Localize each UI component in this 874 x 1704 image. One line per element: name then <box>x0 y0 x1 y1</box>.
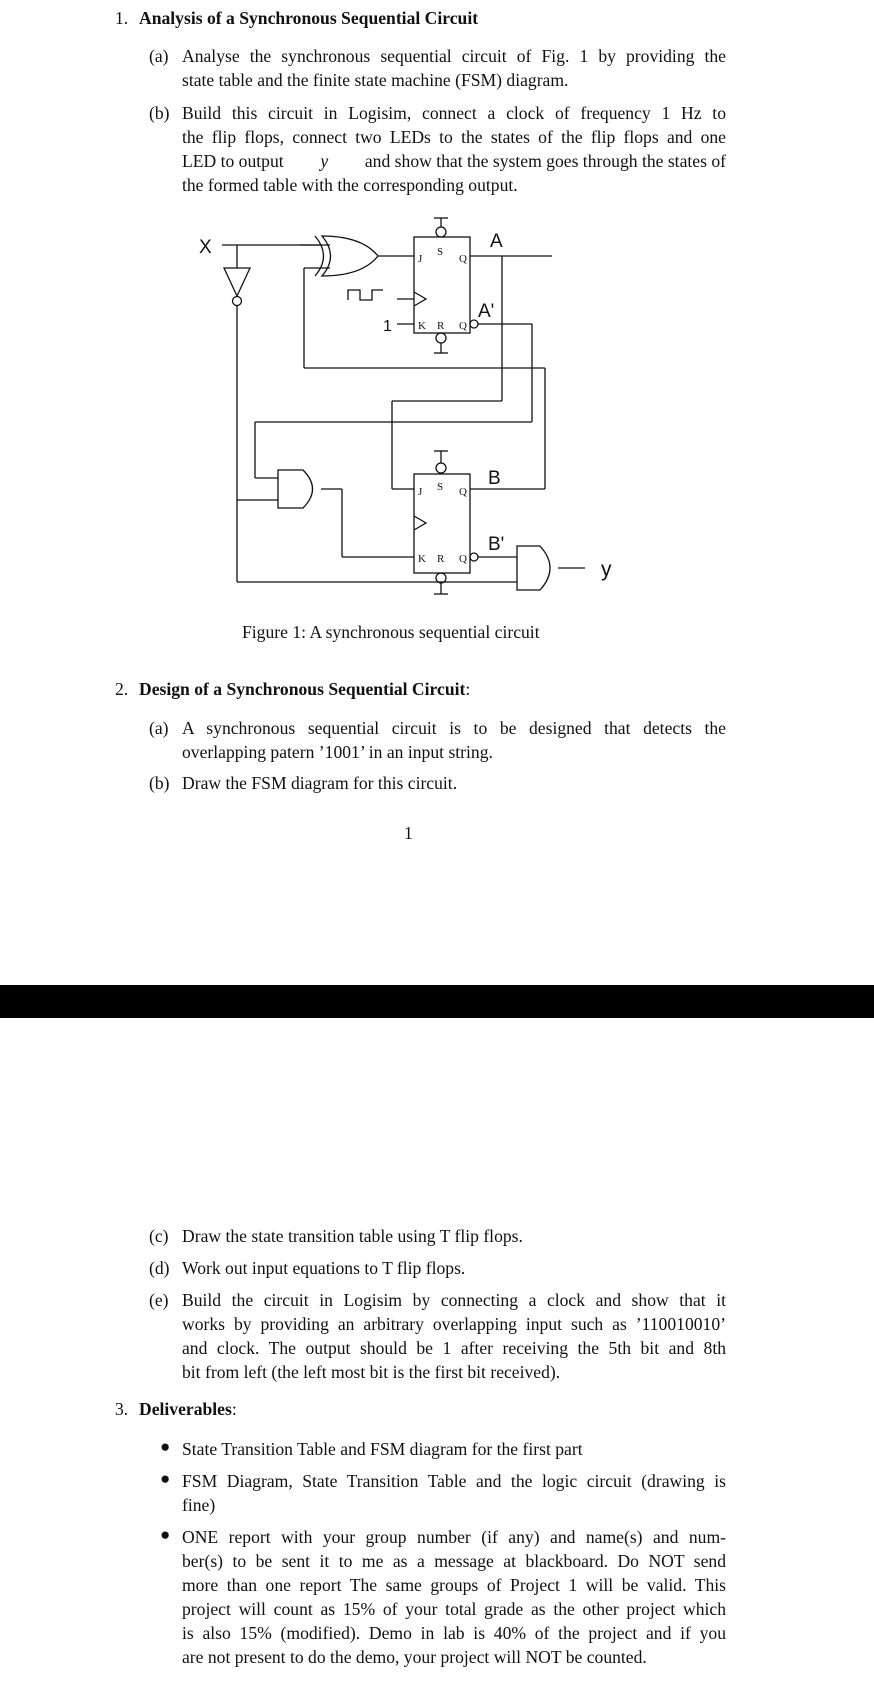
xor-gate <box>322 236 378 276</box>
label-b: B <box>488 468 501 489</box>
page-number: 1 <box>404 823 413 843</box>
label-a-prime: A' <box>478 301 495 322</box>
item-2d-label: (d) <box>149 1258 170 1278</box>
bullet-1-marker: ● <box>160 1437 171 1456</box>
label-b-prime: B' <box>488 534 505 555</box>
item-2e-line-1: Build the circuit in Logisim by connecting a clock and show that it <box>182 1290 726 1310</box>
item-1b-line-3-post: and show that the system goes through the states of <box>364 151 726 171</box>
item-2a-line-1: A synchronous sequential circuit is to be designed that detects the <box>182 718 726 738</box>
bullet-2-marker: ● <box>160 1469 171 1488</box>
label-a: A <box>490 231 503 252</box>
section-3-number: 3. <box>115 1399 129 1419</box>
bullet-2-line-1: FSM Diagram, State Transition Table and the logic circuit (drawing is <box>182 1471 726 1491</box>
bullet-3-line-1: ONE report with your group number (if any) and name(s) and num- <box>182 1527 726 1547</box>
section-2-heading <box>139 678 470 701</box>
item-2e-line-3: and clock. The output should be 1 after receiving the 5th bit and 8th <box>182 1338 726 1358</box>
bullet-3-line-4: project will count as 15% of your total grade as the other project which <box>182 1599 726 1619</box>
ff-a-set-bubble <box>436 227 446 237</box>
item-2e-line-4: bit from left (the left most bit is the first bit received). <box>182 1362 561 1382</box>
not-gate <box>224 268 250 296</box>
item-1b-line-1: Build this circuit in Logisim, connect a clock of frequency 1 Hz to <box>182 103 726 123</box>
bullet-3-line-5: is also 15% (modified). Demo in lab is 40% of the project and if you <box>182 1623 726 1643</box>
ff-a-pin-qbar: Q <box>459 320 467 332</box>
bullet-3-line-3: more than one report The same groups of Project 1 will be valid. This <box>182 1575 726 1595</box>
bullet-3-line-2: ber(s) to be sent it to me as a message at blackboard. Do NOT send <box>182 1551 726 1571</box>
ff-a-pin-r: R <box>437 320 445 332</box>
ff-b-qbar-bubble <box>470 553 478 561</box>
section-2-title-suffix: : <box>465 679 471 699</box>
section-1-number: 1. <box>115 8 129 28</box>
label-x: X <box>199 237 212 258</box>
xor-back-curve <box>315 236 324 276</box>
item-1a-label: (a) <box>149 46 169 66</box>
ff-b-clock-input <box>414 516 426 530</box>
item-2a-line-2: overlapping patern ’1001’ in an input string. <box>182 742 493 762</box>
section-2-title: Design of a Synchronous Sequential Circuit <box>139 679 466 699</box>
item-1b-line-4: the formed table with the corresponding output. <box>182 175 518 195</box>
not-gate-bubble <box>233 297 242 306</box>
item-2d-text: Work out input equations to T flip flops. <box>182 1258 466 1278</box>
ff-b-pin-q: Q <box>459 486 467 498</box>
ff-b-pin-k: K <box>418 553 426 565</box>
item-2b-label: (b) <box>149 773 170 793</box>
item-1b-label: (b) <box>149 103 170 123</box>
item-1b-line-2: the flip flops, connect two LEDs to the states of the flip flops and one <box>182 127 726 147</box>
ff-b-pin-qbar: Q <box>459 553 467 565</box>
ff-a-pin-k: K <box>418 320 426 332</box>
item-2c-text: Draw the state transition table using T flip flops. <box>182 1226 523 1246</box>
ff-b-pin-j: J <box>418 486 423 498</box>
section-3-heading <box>139 1398 237 1421</box>
ff-b-pin-r: R <box>437 553 445 565</box>
item-1b-line-3-pre: LED to output <box>182 151 284 171</box>
clock-symbol <box>348 290 383 300</box>
ff-b-set-bubble <box>436 463 446 473</box>
label-y: y <box>601 558 612 581</box>
section-2-number: 2. <box>115 679 129 699</box>
item-2b-text: Draw the FSM diagram for this circuit. <box>182 773 458 793</box>
and-gate-output <box>517 546 550 590</box>
item-1b-line-3 <box>182 150 726 173</box>
ff-a-pin-j: J <box>418 253 423 265</box>
and-gate-1 <box>278 470 313 508</box>
item-2e-label: (e) <box>149 1290 169 1310</box>
section-1-title: Analysis of a Synchronous Sequential Circuit <box>139 8 479 28</box>
ff-a-pin-q: Q <box>459 253 467 265</box>
figure-caption: Figure 1: A synchronous sequential circuit <box>242 622 540 642</box>
label-one: 1 <box>383 318 392 335</box>
circuit-diagram <box>185 210 615 605</box>
item-2a-label: (a) <box>149 718 169 738</box>
item-1a-line-1: Analyse the synchronous sequential circuit of Fig. 1 by providing the <box>182 46 726 66</box>
ff-a-reset-bubble <box>436 333 446 343</box>
ff-a-pin-s: S <box>437 246 444 258</box>
item-2c-label: (c) <box>149 1226 169 1246</box>
ff-b-pin-s: S <box>437 481 444 493</box>
bullet-1-text: State Transition Table and FSM diagram for the first part <box>182 1439 583 1459</box>
item-1a-line-2: state table and the finite state machine (FSM) diagram. <box>182 70 569 90</box>
bullet-2-line-2: fine) <box>182 1495 216 1515</box>
section-3-title-suffix: : <box>231 1399 237 1419</box>
section-3-title: Deliverables <box>139 1399 232 1419</box>
ff-a-clock-input <box>414 292 426 306</box>
ff-a-qbar-bubble <box>470 320 478 328</box>
bullet-3-marker: ● <box>160 1525 171 1544</box>
bullet-3-line-6: are not present to do the demo, your project will NOT be counted. <box>182 1647 647 1667</box>
item-2e-line-2: works by providing an arbitrary overlapping input such as ’110010010’ <box>182 1314 726 1334</box>
output-variable-y: y <box>320 151 329 171</box>
page-break-bar <box>0 985 874 1018</box>
